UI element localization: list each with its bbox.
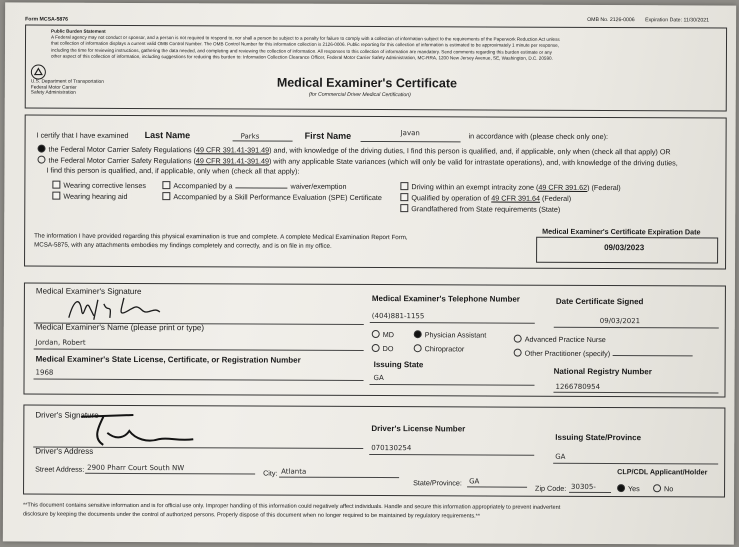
date-signed-label: Date Certificate Signed	[555, 296, 644, 307]
footer-line-1: **This document contains sensitive information and is for official use only. Improper handling of this information could negatively affect individuals. Handle and secure this information appropriately to prevent inadvertent	[22, 502, 561, 511]
clp-no[interactable]	[653, 484, 673, 493]
checkbox[interactable]	[400, 182, 408, 190]
check-label: Wearing corrective lenses	[63, 180, 146, 191]
option-state-text-3: I find this person is qualified, and, if applicable, only when (check all that apply):	[46, 165, 300, 176]
type-advanced-practice-nurse[interactable]	[514, 335, 606, 344]
check-label: (Federal)	[539, 193, 572, 203]
attestation-line-2: MCSA-5875, with any attachments embodies my findings completely and correctly, and is on file in my office.	[34, 241, 332, 250]
check-qualified-operation[interactable]	[400, 193, 571, 203]
burden-line: that collection of information displays a current valid OMB Control Number. The OMB Control Number for this information collection is 2126-0006. Public reporting for this collection of information is estimated to be approximately 1 minute per response,	[50, 41, 560, 49]
last-name-value[interactable]: Parks	[240, 132, 260, 141]
check-spe-certificate[interactable]	[162, 192, 382, 202]
type-label: Other Practitioner (specify)	[524, 348, 611, 359]
check-label: Accompanied by a Skill Performance Evaluation (SPE) Certificate	[173, 192, 382, 203]
type-label: Advanced Practice Nurse	[524, 334, 606, 345]
first-name-value[interactable]: Javan	[400, 129, 420, 138]
zip-value[interactable]: 30305-	[571, 482, 596, 491]
radio[interactable]	[414, 344, 422, 352]
check-intracity-zone[interactable]	[400, 182, 620, 192]
check-label: ) (Federal)	[587, 182, 621, 193]
street-label: Street Address:	[35, 464, 85, 474]
examiner-signature-label: Medical Examiner's Signature	[35, 286, 142, 297]
type-label: MD	[382, 330, 394, 340]
checkbox[interactable]	[162, 181, 170, 189]
registry-value[interactable]: 1266780954	[555, 382, 601, 392]
check-accompanied-waiver[interactable]	[162, 181, 346, 191]
date-signed-value[interactable]: 09/03/2021	[599, 317, 641, 326]
examiner-phone-label: Medical Examiner's Telephone Number	[371, 294, 520, 304]
option-state-text: the Federal Motor Carrier Safety Regulations (	[48, 155, 196, 166]
radio[interactable]	[617, 484, 625, 492]
radio[interactable]	[653, 484, 661, 492]
driver-issuing-value[interactable]: GA	[555, 452, 566, 461]
driver-address-label: Driver's Address	[35, 446, 94, 456]
state-label: State/Province:	[413, 478, 462, 488]
clp-label: CLP/CDL Applicant/Holder	[617, 467, 708, 477]
attestation-line-1: The information I have provided regarding this physical examination is true and complete. A complete Medical Examination Report Form,	[34, 232, 408, 242]
dot-logo-icon	[31, 65, 46, 80]
expiration-date-label: Medical Examiner's Certificate Expiration Date	[542, 226, 701, 237]
option-federal-text-2: ) and, with knowledge of the driving duties, I find this person is qualified, and, if applicable, only when (check all that apply) OR	[269, 145, 671, 157]
form-expiration: Expiration Date: 11/30/2021	[645, 17, 710, 24]
option-state-reg-link[interactable]: 49 CFR 391.41-391.49	[195, 156, 270, 166]
agency-line: Federal Motor Carrier	[30, 85, 77, 91]
check-corrective-lenses[interactable]	[52, 181, 146, 190]
checkbox[interactable]	[162, 192, 170, 200]
type-other[interactable]	[514, 349, 694, 359]
registry-label: National Registry Number	[553, 366, 652, 377]
expiration-date-value[interactable]: 09/03/2023	[604, 243, 645, 253]
type-do[interactable]	[372, 344, 394, 353]
zip-line	[569, 492, 611, 493]
check-reg-link[interactable]: 49 CFR 391.64	[491, 193, 541, 203]
type-label: Physician Assistant	[424, 330, 487, 340]
zip-label: Zip Code:	[535, 483, 567, 493]
examiner-signature-icon[interactable]	[64, 290, 174, 326]
radio[interactable]	[372, 330, 380, 338]
checkbox[interactable]	[400, 193, 408, 201]
burden-statement	[51, 29, 721, 63]
issuing-state-label: Issuing State	[373, 360, 424, 370]
checkbox[interactable]	[52, 181, 60, 189]
option-federal-radio[interactable]	[38, 145, 46, 153]
certify-intro: I certify that I have examined	[36, 130, 129, 140]
radio[interactable]	[414, 330, 422, 338]
check-hearing-aid[interactable]	[52, 192, 127, 201]
examiner-name-label: Medical Examiner's Name (please print or type)	[35, 322, 205, 333]
check-grandfathered[interactable]	[400, 204, 560, 214]
burden-line: including the time for reviewing instructions, gathering the data needed, and completing and reviewing the collection of information. All responses to this collection of information are mandatory. Send comments regarding this burden estimate or any	[50, 47, 552, 55]
radio[interactable]	[514, 349, 522, 357]
clp-yes[interactable]	[617, 484, 640, 493]
driver-signature-label: Driver's Signature	[35, 410, 99, 420]
option-state-radio[interactable]	[37, 156, 45, 164]
city-value[interactable]: Atlanta	[281, 467, 307, 476]
type-label: DO	[382, 344, 394, 354]
footer-line-2: disclosure by keeping the documents under the control of authorized persons. Properly dispose of this document when no longer required to be maintained by regulatory requirements.**	[22, 511, 481, 520]
checkbox[interactable]	[52, 192, 60, 200]
page-title: Medical Examiner's Certificate	[276, 75, 458, 91]
burden-title: Public Burden Statement	[51, 28, 106, 34]
check-label: Wearing hearing aid	[63, 191, 128, 201]
driver-license-value[interactable]: 070130254	[371, 444, 412, 453]
check-label: Grandfathered from State requirements (State)	[411, 204, 561, 214]
first-name-label: First Name	[304, 130, 352, 141]
type-chiropractor[interactable]	[414, 344, 465, 353]
form-id: Form MCSA-5876	[25, 16, 69, 23]
option-state-text-2: ) with any applicable State variances (which will only be valid for intrastate operations), and, with knowledge of the driving duties,	[269, 156, 678, 168]
last-name-label: Last Name	[144, 130, 191, 141]
state-value[interactable]: GA	[469, 477, 480, 486]
certificate-paper	[3, 2, 736, 544]
omb-number: OMB No. 2126-0006	[587, 16, 635, 24]
burden-line: A Federal agency may not conduct or sponsor, and a person is not required to respond to, nor shall a person be subject to a penalty for failure to comply with a collection of information subject to the requirements of the Paperwork Reduction Act unless	[51, 34, 560, 43]
street-value[interactable]: 2900 Pharr Court South NW	[87, 463, 185, 473]
examiner-phone-value[interactable]: (404)881-1155	[371, 312, 425, 321]
type-md[interactable]	[372, 330, 394, 339]
agency-line: Safety Administration	[30, 90, 76, 96]
driver-signature-icon[interactable]	[73, 411, 203, 450]
driver-license-label: Driver's License Number	[371, 424, 466, 434]
burden-line: other aspect of this collection of information, including suggestions for reducing this burden to: Information Collection Clearance Officer, Federal Motor Carrier Safety Administration, MC-RRA, 1200 New Jersey Avenue, SE, Washington, D.C. 20590.	[50, 53, 553, 61]
accordance-text: in accordance with (please check only one):	[468, 131, 609, 142]
check-reg-link[interactable]: 49 CFR 391.62	[538, 182, 588, 192]
check-label: waiver/exemption	[290, 181, 347, 191]
issuing-state-value[interactable]: GA	[373, 374, 384, 383]
type-physician-assistant[interactable]	[414, 330, 487, 339]
driver-issuing-label: Issuing State/Province	[555, 432, 642, 443]
agency-line: U.S. Department of Transportation	[30, 79, 104, 85]
option-federal-reg-link[interactable]: 49 CFR 391.41-391.49	[195, 145, 270, 155]
agency-block	[31, 80, 104, 97]
license-value[interactable]: 1968	[35, 368, 54, 377]
city-label: City:	[263, 468, 278, 478]
radio[interactable]	[372, 344, 380, 352]
examiner-name-value[interactable]: Jordan, Robert	[35, 338, 86, 347]
check-label: Accompanied by a	[173, 181, 233, 191]
clp-yes-label: Yes	[628, 484, 640, 494]
option-federal-text: the Federal Motor Carrier Safety Regulations (	[48, 144, 196, 155]
radio[interactable]	[514, 335, 522, 343]
page-subtitle: (for Commercial Driver Medical Certification)	[308, 91, 411, 99]
check-label: Driving within an exempt intracity zone (	[411, 182, 539, 192]
license-label: Medical Examiner's State License, Certificate, or Registration Number	[35, 354, 301, 365]
checkbox[interactable]	[400, 204, 408, 212]
type-label: Chiropractor	[424, 344, 465, 354]
check-label: Qualified by operation of	[411, 193, 492, 203]
clp-no-label: No	[664, 484, 674, 494]
